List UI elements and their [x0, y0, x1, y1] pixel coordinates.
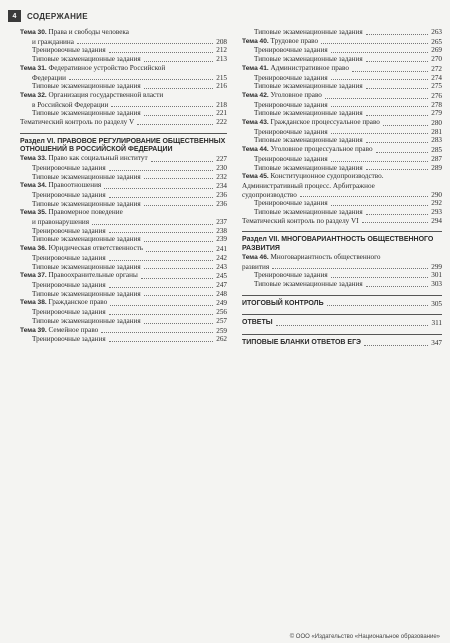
toc-topic-41[interactable]: Тема 41. Административное право 272	[242, 63, 442, 73]
toc-training[interactable]: Тренировочные задания 274	[254, 73, 442, 82]
toc-exam[interactable]: Типовые экзаменационные задания 279	[254, 109, 442, 118]
section-6-title[interactable]: Раздел VI. ПРАВОВОЕ РЕГУЛИРОВАНИЕ ОБЩЕСТВЕННЫХ ОТНОШЕНИЙ В РОССИЙСКОЙ ФЕДЕРАЦИИ	[20, 137, 226, 153]
toc-control-section-6[interactable]: Тематический контроль по разделу VI 294	[242, 216, 442, 225]
toc-training[interactable]: Тренировочные задания 242	[32, 253, 227, 262]
toc-training[interactable]: Тренировочные задания 301	[254, 271, 442, 280]
toc-topic-45[interactable]: Тема 45. Конституционное судопроизводство. Административный процесс. Арбитражное судопроизводство 290	[242, 172, 442, 199]
toc-left-column	[20, 28, 227, 344]
toc-topic-44[interactable]: Тема 44. Уголовное процессуальное право 285	[242, 145, 442, 155]
toc-exam[interactable]: Типовые экзаменационные задания 270	[254, 55, 442, 64]
toc-training[interactable]: Тренировочные задания 278	[254, 100, 442, 109]
toc-exam[interactable]: Типовые экзаменационные задания 257	[32, 316, 227, 325]
section-divider	[242, 295, 442, 296]
section-divider	[242, 231, 442, 232]
toc-topic-43[interactable]: Тема 43. Гражданское процессуальное право 280	[242, 118, 442, 128]
toc-exam[interactable]: Типовые экзаменационные задания 275	[254, 82, 442, 91]
toc-exam[interactable]: Типовые экзаменационные задания 293	[254, 208, 442, 217]
toc-control-section-5[interactable]: Тематический контроль по разделу V 222	[20, 118, 227, 127]
toc-topic-39[interactable]: Тема 39. Семейное право 259	[20, 325, 227, 335]
toc-exam[interactable]: Типовые экзаменационные задания 248	[32, 289, 227, 298]
toc-topic-38[interactable]: Тема 38. Гражданское право 249	[20, 298, 227, 308]
section-divider	[242, 334, 442, 335]
toc-topic-30[interactable]: Тема 30. Права и свободы человека и гражданина 208	[20, 28, 227, 46]
toc-right-column	[242, 28, 442, 348]
toc-training[interactable]: Тренировочные задания 292	[254, 199, 442, 208]
toc-exam[interactable]: Типовые экзаменационные задания 243	[32, 262, 227, 271]
toc-training[interactable]: Тренировочные задания 212	[32, 46, 227, 55]
toc-topic-34[interactable]: Тема 34. Правоотношения 234	[20, 181, 227, 191]
toc-exam[interactable]: Типовые экзаменационные задания 221	[32, 109, 227, 118]
toc-training[interactable]: Тренировочные задания 281	[254, 127, 442, 136]
toc-exam[interactable]: Типовые экзаменационные задания 213	[32, 55, 227, 64]
toc-answers[interactable]: ОТВЕТЫ 311	[242, 319, 442, 328]
toc-exam[interactable]: Типовые экзаменационные задания 283	[254, 136, 442, 145]
section-7-title[interactable]: Раздел VII. МНОГОВАРИАНТНОСТЬ ОБЩЕСТВЕННОГО РАЗВИТИЯ	[242, 236, 434, 252]
toc-topic-32[interactable]: Тема 32. Организация государственной власти в Российской Федерации 218	[20, 90, 227, 109]
section-divider	[242, 314, 442, 315]
toc-exam[interactable]: Типовые экзаменационные задания 263	[254, 28, 442, 36]
header-title: СОДЕРЖАНИЕ	[27, 11, 88, 21]
toc-topic-40[interactable]: Тема 40. Трудовое право 265	[242, 36, 442, 46]
toc-training[interactable]: Тренировочные задания 230	[32, 163, 227, 172]
toc-topic-33[interactable]: Тема 33. Право как социальный институт 227	[20, 154, 227, 164]
toc-training[interactable]: Тренировочные задания 287	[254, 154, 442, 163]
toc-topic-37[interactable]: Тема 37. Правоохранительные органы 245	[20, 271, 227, 281]
section-divider	[20, 133, 227, 134]
toc-exam[interactable]: Типовые экзаменационные задания 239	[32, 235, 227, 244]
toc-training[interactable]: Тренировочные задания 256	[32, 308, 227, 317]
toc-topic-36[interactable]: Тема 36. Юридическая ответственность 241	[20, 244, 227, 254]
toc-exam[interactable]: Типовые экзаменационные задания 232	[32, 172, 227, 181]
toc-topic-31[interactable]: Тема 31. Федеративное устройство Российской Федерации 215	[20, 63, 227, 82]
toc-topic-46[interactable]: Тема 46. Многовариантность общественного развития 299	[242, 252, 442, 271]
toc-topic-35[interactable]: Тема 35. Правомерное поведение и правонарушения 237	[20, 208, 227, 227]
toc-training[interactable]: Тренировочные задания 262	[32, 335, 227, 344]
copyright-footer: © ООО «Издательство «Национальное образование»	[289, 634, 440, 640]
page-number: 4	[8, 10, 21, 22]
toc-exam[interactable]: Типовые экзаменационные задания 289	[254, 163, 442, 172]
toc-exam[interactable]: Типовые экзаменационные задания 236	[32, 199, 227, 208]
toc-exam[interactable]: Типовые экзаменационные задания 216	[32, 82, 227, 91]
toc-final-control[interactable]: ИТОГОВЫЙ КОНТРОЛЬ 305	[242, 299, 442, 308]
page-header	[8, 10, 88, 22]
toc-training[interactable]: Тренировочные задания 238	[32, 226, 227, 235]
toc-topic-42[interactable]: Тема 42. Уголовное право 276	[242, 90, 442, 100]
toc-exam[interactable]: Типовые экзаменационные задания 303	[254, 279, 442, 288]
toc-training[interactable]: Тренировочные задания 269	[254, 46, 442, 55]
toc-training[interactable]: Тренировочные задания 247	[32, 280, 227, 289]
toc-training[interactable]: Тренировочные задания 236	[32, 190, 227, 199]
toc-answer-forms[interactable]: ТИПОВЫЕ БЛАНКИ ОТВЕТОВ ЕГЭ 347	[242, 339, 442, 348]
